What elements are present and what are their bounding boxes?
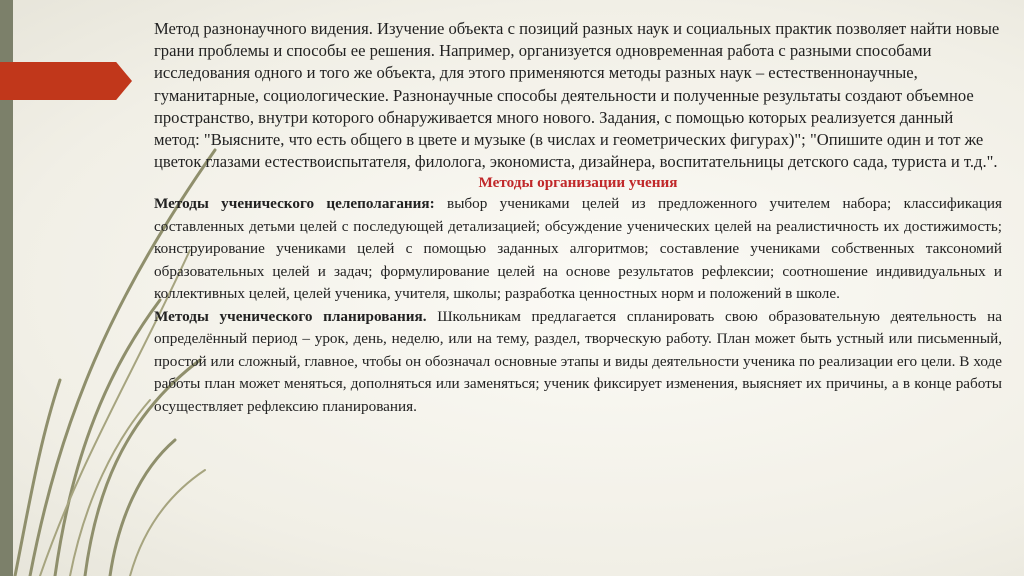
intro-paragraph: Метод разнонаучного видения. Изучение объекта с позиций разных наук и социальных практик позволяет найти новые грани проблемы и способы ее решения. Например, организуется одновременная работа с разными способами исследования одного и того же объекта, для этого применяются методы разных наук – естественнонаучные, гуманитарные, социологические. Разнонаучные способы деятельности и полученные результаты создают объемное пространство, внутри которого обнаруживается много нового. Задания, с помощью которых реализуется данный метод: "Выясните, что есть общего в цвете и музыке (в числах и геометрических фигурах)"; "Опишите один и тот же цветок глазами естествоиспытателя, филолога, экономиста, дизайнера, воспитательницы детского сада, туриста и т.д.".: [154, 19, 1000, 172]
slide-content: [154, 18, 1002, 418]
goal-setting-text: выбор учениками целей из предложенного учителем набора; классификация составленных детьми целей с последующей детализацией; обсуждение ученических целей на реалистичность их достижимость; конструирование учениками целей с помощью заданных алгоритмов; составление учениками собственных таксономий образовательных целей и задач; формулирование целей на основе результатов рефлексии; соотношение индивидуальных и коллективных целей, целей ученика, учителя, школы; разработка ценностных норм и положений в школе.: [154, 195, 1002, 303]
red-arrow-banner: [0, 62, 132, 100]
planning-heading: Методы ученического планирования.: [154, 307, 427, 325]
planning-paragraph: [154, 306, 1002, 419]
section-title: Методы организации учения: [478, 174, 678, 192]
goal-setting-paragraph: [154, 193, 1002, 306]
planning-text: Школьникам предлагается спланировать свою образовательную деятельность на определённый период – урок, день, неделю, или на тему, раздел, творческую работу. План может быть устный или письменный, простой или сложный, главное, чтобы он обозначал основные этапы и виды деятельности ученика по реализации его цели. В ходе работы план может меняться, дополняться или заменяться; ученик фиксирует изменения, выясняет их причины, а в конце работы осуществляет рефлексию планирования.: [154, 307, 1003, 415]
goal-setting-heading: Методы ученического целеполагания:: [154, 195, 435, 213]
